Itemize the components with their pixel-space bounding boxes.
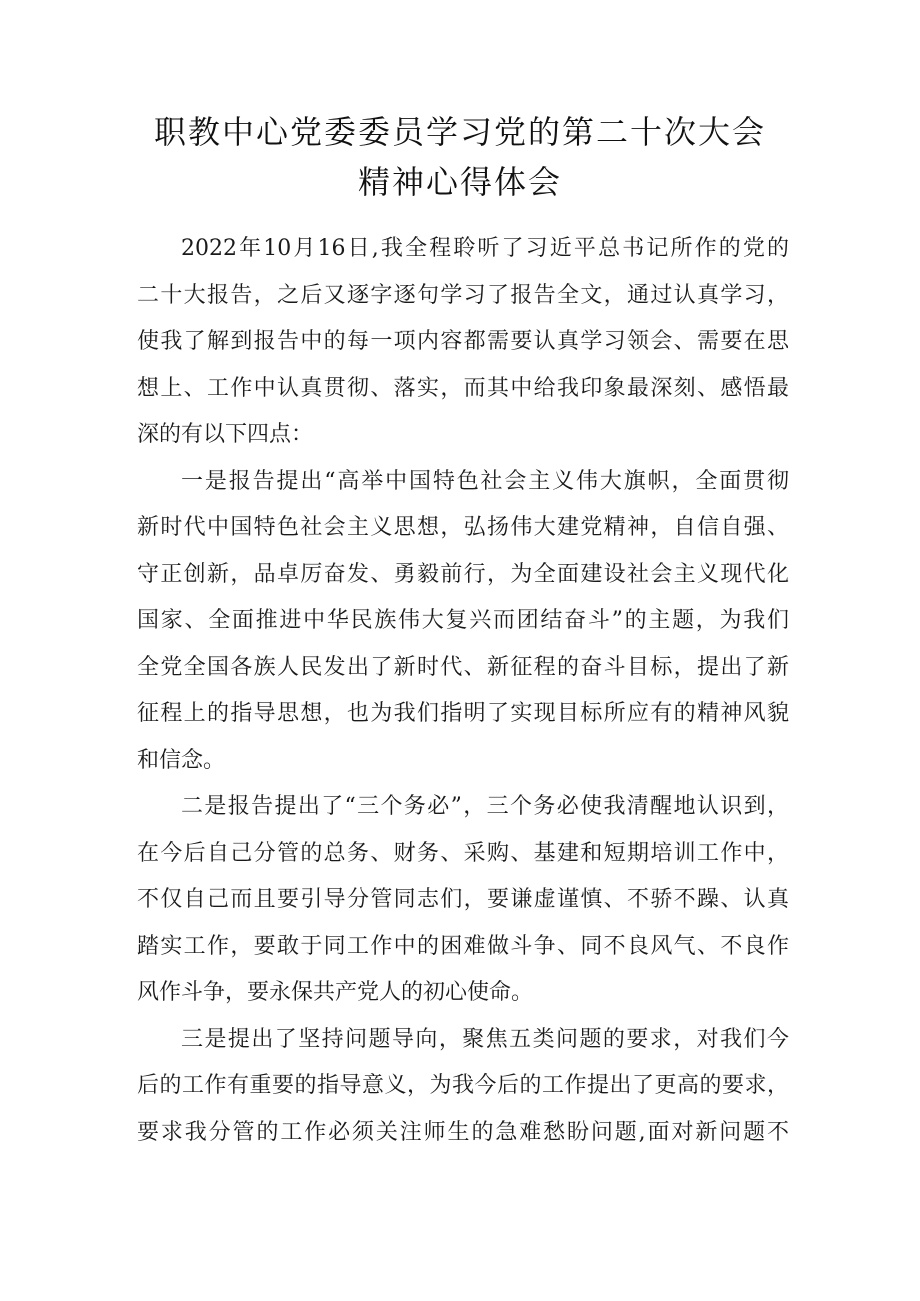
paragraph-1-line: 使我了解到报告中的每一项内容都需要认真学习领会、需要在思: [137, 329, 789, 354]
paragraph-2-line: 国家、全面推进中华民族伟大复兴而团结奋斗”的主题，为我们: [137, 608, 789, 633]
paragraph-2-line: 守正创新，品卓厉奋发、勇毅前行，为全面建设社会主义现代化: [137, 561, 789, 587]
paragraph-3-line: 踏实工作，要敢于同工作中的困难做斗争、同不良风气、不良作: [137, 933, 789, 959]
paragraph-3-line: 风作斗争，要永保共产党人的初心使命。: [137, 980, 534, 1005]
paragraph-1-line: 二十大报告，之后又逐字逐句学习了报告全文，通过认真学习，: [137, 282, 789, 308]
paragraph-2-line: 全党全国各族人民发出了新时代、新征程的奋斗目标，提出了新: [137, 654, 789, 680]
paragraph-2-line: 一是报告提出“高举中国特色社会主义伟大旗帜，全面贯彻: [181, 468, 789, 494]
paragraph-3-line: 二是报告提出了“三个务必”，三个务必使我清醒地认识到，: [181, 794, 789, 819]
paragraph-1-line: 想上、工作中认真贯彻、落实，而其中给我印象最深刻、感悟最: [137, 375, 789, 401]
paragraph-2-line: 征程上的指导思想，也为我们指明了实现目标所应有的精神风貌: [137, 701, 789, 726]
document-title-line-1: 职教中心党委委员学习党的第二十次大会: [153, 113, 766, 151]
paragraph-2-line: 和信念。: [137, 747, 226, 773]
paragraph-3-line: 在今后自己分管的总务、财务、采购、基建和短期培训工作中，: [137, 840, 789, 866]
paragraph-2-line: 新时代中国特色社会主义思想，弘扬伟大建党精神，自信自强、: [137, 515, 789, 540]
paragraph-4-line: 后的工作有重要的指导意义，为我今后的工作提出了更高的要求，: [137, 1073, 789, 1098]
paragraph-1-line: 深的有以下四点：: [137, 422, 314, 447]
paragraph-1-line: 2022年10月16日,我全程聆听了习近平总书记所作的党的: [181, 236, 789, 261]
paragraph-3-line: 不仅自己而且要引导分管同志们，要谦虚谨慎、不骄不躁、认真: [137, 887, 789, 912]
paragraph-4-line: 要求我分管的工作必须关注师生的急难愁盼问题,面对新问题不: [137, 1119, 789, 1145]
paragraph-4-line: 三是提出了坚持问题导向，聚焦五类问题的要求，对我们今: [181, 1026, 789, 1052]
document-body: [137, 226, 789, 1156]
document-title-line-2: 精神心得体会: [357, 163, 562, 201]
